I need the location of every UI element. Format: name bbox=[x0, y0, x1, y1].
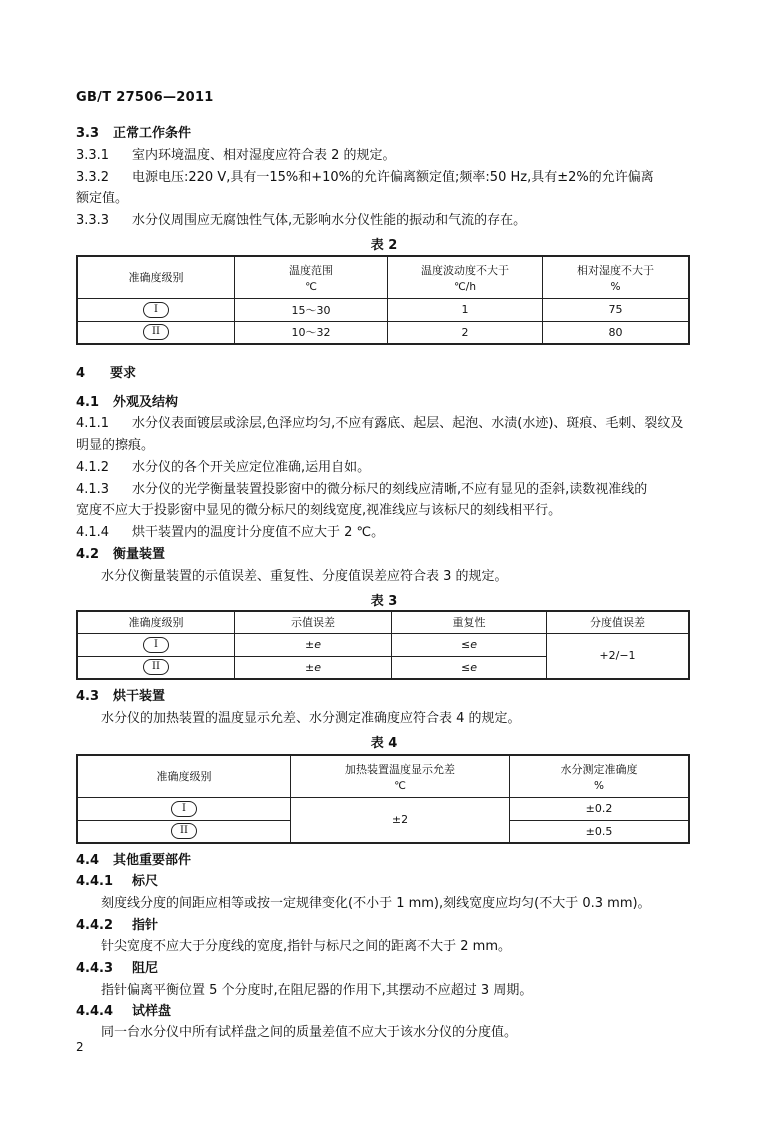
clause-4-4-2-text: 针尖宽度不应大于分度线的宽度,指针与标尺之间的距离不大于 2 mm。 bbox=[101, 939, 511, 954]
clause-4-1-1: 4.1.1 水分仪表面镀层或涂层,色泽应均匀,不应有露底、起层、起泡、水渍(水迹)、斑痕、毛刺、裂纹及 bbox=[76, 416, 684, 431]
grade-badge: I bbox=[171, 801, 197, 817]
clause-4-4-3-heading: 4.4.3 阻尼 bbox=[76, 961, 159, 976]
table-4-header: 准确度级别 bbox=[77, 755, 291, 797]
clause-4-3-text: 水分仪的加热装置的温度显示允差、水分测定准确度应符合表 4 的规定。 bbox=[101, 711, 521, 726]
clause-3-3-2-cont: 额定值。 bbox=[76, 191, 129, 206]
table-3 bbox=[76, 610, 690, 680]
clause-4-4-1-text: 刻度线分度的间距应相等或按一定规律变化(不小于 1 mm),刻线宽度应均匀(不大于 0.3 mm)。 bbox=[101, 896, 651, 911]
page-number: 2 bbox=[76, 1040, 84, 1054]
clause-3-3-2: 3.3.2 电源电压:220 V,具有一15%和+10%的允许偏离额定值;频率:50 Hz,具有±2%的允许偏离 bbox=[76, 170, 654, 185]
table-3-header: 准确度级别 bbox=[77, 611, 235, 633]
section-4-heading: 4 要求 bbox=[76, 366, 137, 381]
table-2-header: 相对湿度不大于 % bbox=[543, 256, 690, 298]
table-row: II ±0.5 bbox=[77, 820, 689, 843]
table-2 bbox=[76, 255, 690, 345]
table-2-header: 准确度级别 bbox=[77, 256, 235, 298]
table-2-caption: 表 2 bbox=[370, 238, 398, 253]
clause-4-1-2: 4.1.2 水分仪的各个开关应定位准确,运用自如。 bbox=[76, 460, 371, 475]
table-4 bbox=[76, 754, 690, 844]
grade-badge: II bbox=[171, 823, 197, 839]
table-4-caption: 表 4 bbox=[370, 736, 398, 751]
grade-badge: II bbox=[143, 659, 169, 675]
section-3-3-heading: 3.3 正常工作条件 bbox=[76, 126, 192, 141]
table-4-header: 加热装置温度显示允差 ℃ bbox=[291, 755, 510, 797]
table-row: I ±e ≤e +2/−1 bbox=[77, 633, 689, 656]
clause-4-1-3: 4.1.3 水分仪的光学衡量装置投影窗中的微分标尺的刻线应清晰,不应有显见的歪斜,读数视准线的 bbox=[76, 482, 648, 497]
clause-4-4-3-text: 指针偏离平衡位置 5 个分度时,在阻尼器的作用下,其摆动不应超过 3 周期。 bbox=[101, 983, 533, 998]
table-2-header: 温度波动度不大于 ℃/h bbox=[388, 256, 543, 298]
table-row: I 15～30 1 75 bbox=[77, 298, 689, 321]
table-2-header: 温度范围 ℃ bbox=[235, 256, 388, 298]
grade-badge: I bbox=[143, 302, 169, 318]
section-4-2-heading: 4.2 衡量装置 bbox=[76, 547, 166, 562]
grade-badge: II bbox=[143, 324, 169, 340]
division-error-value: +2/−1 bbox=[547, 633, 690, 679]
table-row: II ±e ≤e bbox=[77, 656, 689, 679]
clause-4-1-4: 4.1.4 烘干装置内的温度计分度值不应大于 2 ℃。 bbox=[76, 525, 385, 540]
table-3-caption: 表 3 bbox=[370, 594, 398, 609]
standard-code: GB/T 27506—2011 bbox=[76, 90, 214, 105]
clause-4-4-4-heading: 4.4.4 试样盘 bbox=[76, 1004, 172, 1019]
clause-3-3-1: 3.3.1 室内环境温度、相对湿度应符合表 2 的规定。 bbox=[76, 148, 396, 163]
table-3-header: 示值误差 bbox=[235, 611, 392, 633]
clause-4-1-3-cont: 宽度不应大于投影窗中显见的微分标尺的刻线宽度,视准线应与该标尺的刻线相平行。 bbox=[76, 503, 562, 518]
clause-3-3-3: 3.3.3 水分仪周围应无腐蚀性气体,无影响水分仪性能的振动和气流的存在。 bbox=[76, 213, 527, 228]
clause-4-2-text: 水分仪衡量装置的示值误差、重复性、分度值误差应符合表 3 的规定。 bbox=[101, 569, 508, 584]
table-row: II 10～32 2 80 bbox=[77, 321, 689, 344]
section-4-3-heading: 4.3 烘干装置 bbox=[76, 689, 166, 704]
grade-badge: I bbox=[143, 637, 169, 653]
table-4-header: 水分测定准确度 % bbox=[510, 755, 690, 797]
section-4-4-heading: 4.4 其他重要部件 bbox=[76, 853, 192, 868]
table-3-header: 分度值误差 bbox=[547, 611, 690, 633]
table-row: I ±2 ±0.2 bbox=[77, 797, 689, 820]
clause-4-4-4-text: 同一台水分仪中所有试样盘之间的质量差值不应大于该水分仪的分度值。 bbox=[101, 1025, 518, 1040]
section-4-1-heading: 4.1 外观及结构 bbox=[76, 395, 179, 410]
temp-tolerance-value: ±2 bbox=[291, 797, 510, 843]
clause-4-4-2-heading: 4.4.2 指针 bbox=[76, 918, 159, 933]
clause-4-1-1-cont: 明显的擦痕。 bbox=[76, 438, 155, 453]
clause-4-4-1-heading: 4.4.1 标尺 bbox=[76, 874, 159, 889]
table-3-header: 重复性 bbox=[392, 611, 547, 633]
